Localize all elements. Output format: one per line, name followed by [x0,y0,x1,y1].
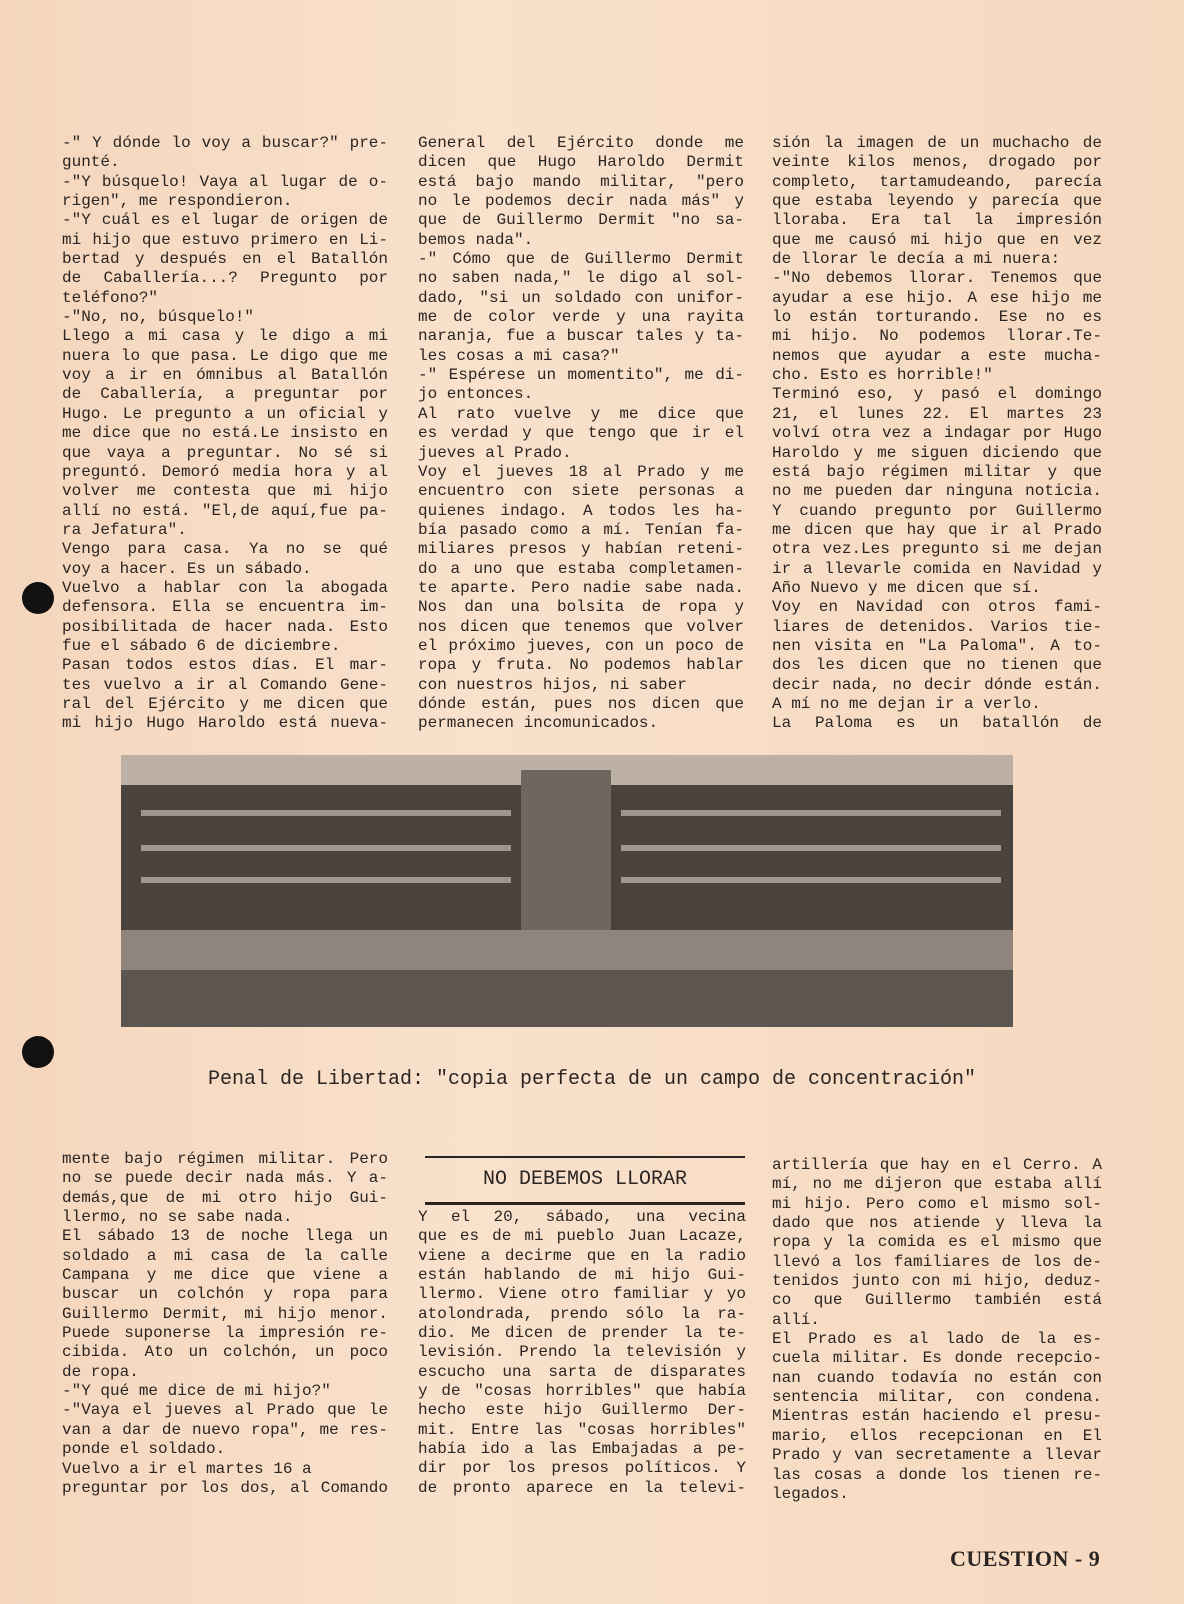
text-line: El Prado es al lado de la es- [772,1330,1102,1349]
text-line: Guillermo Dermit, mi hijo menor. [62,1304,388,1323]
text-line: dicen que Hugo Haroldo Dermit [418,153,744,172]
text-line: -"Vaya el jueves al Prado que le [62,1401,388,1420]
text-line: de llorar le decía a mi nuera: [772,250,1061,269]
text-line: decir nada, no decir dónde están. [772,675,1102,694]
text-line: General del Ejército donde me [418,134,744,152]
text-line: está bajo mando militar, "pero [418,172,744,191]
article-column-6 [772,1156,1102,1504]
text-line: nemos que ayudar a este mucha- [772,346,1102,365]
text-line: -"Y búsquelo! Vaya al lugar de o- [62,172,388,191]
text-line: veinte kilos menos, drogado por [772,153,1102,172]
text-line: dir por los presos políticos. Y [418,1459,746,1478]
text-line: defensora. Ella se encuentra im- [62,598,388,617]
text-line: no me pueden dar ninguna noticia. [772,482,1102,501]
text-line: ral del Ejército y me dicen que [62,694,388,713]
text-line: ir a llevarle comida en Navidad y [772,559,1102,578]
text-line: permanecen incomunicados. [418,714,659,733]
prison-photo [121,755,1013,1027]
text-line: que vaya a preguntar. No sé si [62,443,388,462]
text-line: mente bajo régimen militar. Pero [62,1150,388,1168]
text-line: -"No, no, búsquelo!" [62,308,255,327]
text-line: Campana y me dice que viene a [62,1266,388,1285]
text-line: naranja, fue a buscar tales y ta- [418,327,744,346]
text-line: hecho este hijo Guillermo Der- [418,1401,746,1420]
text-line: ayudar a ese hijo. A ese hijo me [772,288,1102,307]
text-line: que es de mi pueblo Juan Lacaze, [418,1227,746,1246]
text-line: de pronto aparece en la televi- [418,1478,746,1497]
article-column-3 [772,134,1102,734]
text-line: Y el 20, sábado, una vecina [418,1208,746,1226]
text-line: tenidos junto con mi hijo, deduz- [772,1272,1102,1291]
text-line: el próximo jueves, con un poco de [418,636,744,655]
text-line: de ropa. [62,1362,139,1381]
text-line: no se puede decir nada más. Y a- [62,1169,388,1188]
article-column-1 [62,134,388,734]
text-line: me dicen que hay que ir al Prado [772,520,1102,539]
text-line: voy a hacer. Es un sábado. [62,559,312,578]
text-line: quienes indago. A todos les ha- [418,501,744,520]
text-line: escucho una sarta de disparates [418,1362,746,1381]
text-line: nan cuando todavía no están con [772,1368,1102,1387]
text-line: bía pasado como a mí. Tenían fa- [418,520,744,539]
text-line: Mientras están haciendo el presu- [772,1407,1102,1426]
page-footer: CUESTION - 9 [950,1546,1101,1571]
text-line: Voy en Navidad con otros fami- [772,598,1102,617]
text-line: mario, ellos recepcionan en El [772,1426,1102,1445]
text-line: sentencia militar, con condena. [772,1388,1102,1407]
text-line: sión la imagen de un muchacho de [772,134,1102,152]
text-line: mi hijo Hugo Haroldo está nueva- [62,714,388,733]
text-line: volver me contesta que mi hijo [62,482,388,501]
text-line: Hugo. Le pregunto a un oficial y [62,404,388,423]
text-line: llermo. Viene otro familiar y yo [418,1285,746,1304]
text-line: El sábado 13 de noche llega un [62,1227,388,1246]
text-line: -" Y dónde lo voy a buscar?" pre- [62,134,388,152]
text-line: con nuestros hijos, ni saber [418,675,687,694]
text-line: jueves al Prado. [418,443,572,462]
text-line: Llego a mi casa y le digo a mi [62,327,388,346]
text-line: nos dicen que tenemos que volver [418,617,744,636]
text-line: miliares presos y habían reteni- [418,540,744,559]
text-line: -" Espérese un momentito", me di- [418,366,744,385]
text-line: Vengo para casa. Ya no se qué [62,540,388,559]
text-line: buscar un colchón y ropa para [62,1285,388,1304]
text-line: levisión. Prendo la televisión y [418,1343,746,1362]
text-line: llevó a los familiares de los de- [772,1252,1102,1271]
text-line: otra vez.Les pregunto si me dejan [772,540,1102,559]
text-line: cibida. Ato un colchón, un poco [62,1343,388,1362]
article-column-4 [62,1150,388,1498]
text-line: van a dar de nuevo ropa", me res- [62,1420,388,1439]
text-line: lloraba. Era tal la impresión [772,211,1102,230]
text-line: están hablando de mi hijo Gui- [418,1266,746,1285]
text-line: co que Guillermo también está [772,1291,1102,1310]
text-line: dónde están, pues nos dicen que [418,694,744,713]
text-line: Voy el jueves 18 al Prado y me [418,462,744,481]
text-line: legados. [772,1484,849,1503]
text-line: jo entonces. [418,385,534,404]
text-line: cho. Esto es horrible!" [772,366,993,385]
text-line: -"Y qué me dice de mi hijo?" [62,1382,331,1401]
text-line: me dice que no está.Le insisto en [62,424,388,443]
text-line: nen visita en "La Paloma". A to- [772,636,1102,655]
text-line: rigen", me respondieron. [62,192,293,211]
text-line: voy a ir en ómnibus al Batallón [62,366,388,385]
text-line: mi hijo. No podemos llorar.Te- [772,327,1102,346]
text-line: tes vuelvo a ir al Comando Gene- [62,675,388,694]
text-line: gunté. [62,153,120,172]
text-line: mí, no me dijeron que estaba allí [772,1175,1102,1194]
text-line: Terminó eso, y pasó el domingo [772,385,1102,404]
text-line: ponde el soldado. [62,1440,226,1459]
text-line: allí no está. "El,de aquí,fue pa- [62,501,388,520]
text-line: dos les dicen que no tienen que [772,656,1102,675]
text-line: artillería que hay en el Cerro. A [772,1156,1102,1174]
text-line: Prado y van secretamente a llevar [772,1446,1102,1465]
text-line: dado que nos atiende y lleva la [772,1214,1102,1233]
text-line: Pasan todos estos días. El mar- [62,656,388,675]
text-line: es verdad y que tengo que ir el [418,424,744,443]
text-line: que me causó mi hijo que en vez [772,230,1102,249]
punch-hole [22,582,54,614]
text-line: ropa y fruta. No podemos hablar [418,656,744,675]
text-line: que estaba leyendo y parecía que [772,192,1102,211]
text-line: 21, el lunes 22. El martes 23 [772,404,1102,423]
text-line: Vuelvo a ir el martes 16 a [62,1459,312,1478]
text-line: dio. Me dicen de prender la te- [418,1324,746,1343]
text-line: fue el sábado 6 de diciembre. [62,636,341,655]
text-line: dado, "si un soldado con unifor- [418,288,744,307]
text-line: encuentro con siete personas a [418,482,744,501]
text-line: está bajo régimen militar y que [772,462,1102,481]
text-line: cuela militar. Es donde recepcio- [772,1349,1102,1368]
text-line: completo, tartamudeando, parecía [772,172,1102,191]
text-line: mi hijo. Pero como el mismo sol- [772,1194,1102,1213]
text-line: bemos nada". [418,230,534,249]
text-line: bertad y después en el Batallón [62,250,388,269]
text-line: allí. [772,1310,821,1329]
text-line: A mí no me dejan ir a verlo. [772,694,1041,713]
text-line: llermo, no se sabe nada. [62,1208,293,1227]
text-line: Vuelvo a hablar con la abogada [62,578,388,597]
text-line: ra Jefatura". [62,520,187,539]
text-line: do a uno que estaba completamen- [418,559,744,578]
text-line: no le podemos decir nada más" y [418,192,744,211]
text-line: nuera lo que pasa. Le digo que me [62,346,388,365]
text-line: volví otra vez a indagar por Hugo [772,424,1102,443]
text-line: liares de detenidos. Varios tie- [772,617,1102,636]
text-line: las cosas a donde los tienen re- [772,1465,1102,1484]
text-line: Año Nuevo y me dicen que sí. [772,578,1041,597]
text-line: mit. Entre las "cosas horribles" [418,1420,746,1439]
text-line: -"Y cuál es el lugar de origen de [62,211,388,230]
text-line: preguntar por los dos, al Comando [62,1478,388,1497]
text-line: La Paloma es un batallón de [772,714,1102,733]
text-line: preguntó. Demoró media hora y al [62,462,388,481]
penal-building-image [121,755,1013,1027]
text-line: ropa y la comida es el mismo que [772,1233,1102,1252]
photo-caption: Penal de Libertad: "copia perfecta de un campo de concentración" [207,1068,977,1091]
text-line: Puede suponerse la impresión re- [62,1324,388,1343]
punch-hole [22,1036,54,1068]
text-line: soldado a mi casa de la calle [62,1246,388,1265]
text-line: de Caballería, a preguntar por [62,385,388,404]
text-line: -" Cómo que de Guillermo Dermit [418,250,744,269]
text-line: lo están torturando. Ese no es [772,308,1102,327]
text-line: y de "cosas horribles" que había [418,1382,746,1401]
text-line: te aparte. Pero nadie sabe nada. [418,578,744,597]
text-line: -"No debemos llorar. Tenemos que [772,269,1102,288]
text-line: Haroldo y me siguen diciendo que [772,443,1102,462]
text-line: mi hijo que estuvo primero en Li- [62,230,388,249]
article-column-5 [418,1208,746,1498]
text-line: viene a decirme que en la radio [418,1246,746,1265]
text-line: Y cuando pregunto por Guillermo [772,501,1102,520]
text-line: Al rato vuelve y me dice que [418,404,744,423]
text-line: que de Guillermo Dermit "no sa- [418,211,744,230]
text-line: no saben nada," le digo al sol- [418,269,744,288]
text-line: me de color verde y una rayita [418,308,744,327]
text-line: había ido a las Embajadas a pe- [418,1440,746,1459]
text-line: posibilitada de hacer nada. Esto [62,617,388,636]
text-line: de Caballería...? Pregunto por [62,269,388,288]
text-line: demás,que de mi otro hijo Gui- [62,1188,388,1207]
text-line: teléfono?" [62,288,159,307]
article-column-2 [418,134,744,734]
section-heading: NO DEBEMOS LLORAR [425,1156,745,1205]
text-line: Nos dan una bolsita de ropa y [418,598,744,617]
text-line: atolondrada, prendo sólo la ra- [418,1304,746,1323]
text-line: les cosas a mi casa?" [418,346,620,365]
